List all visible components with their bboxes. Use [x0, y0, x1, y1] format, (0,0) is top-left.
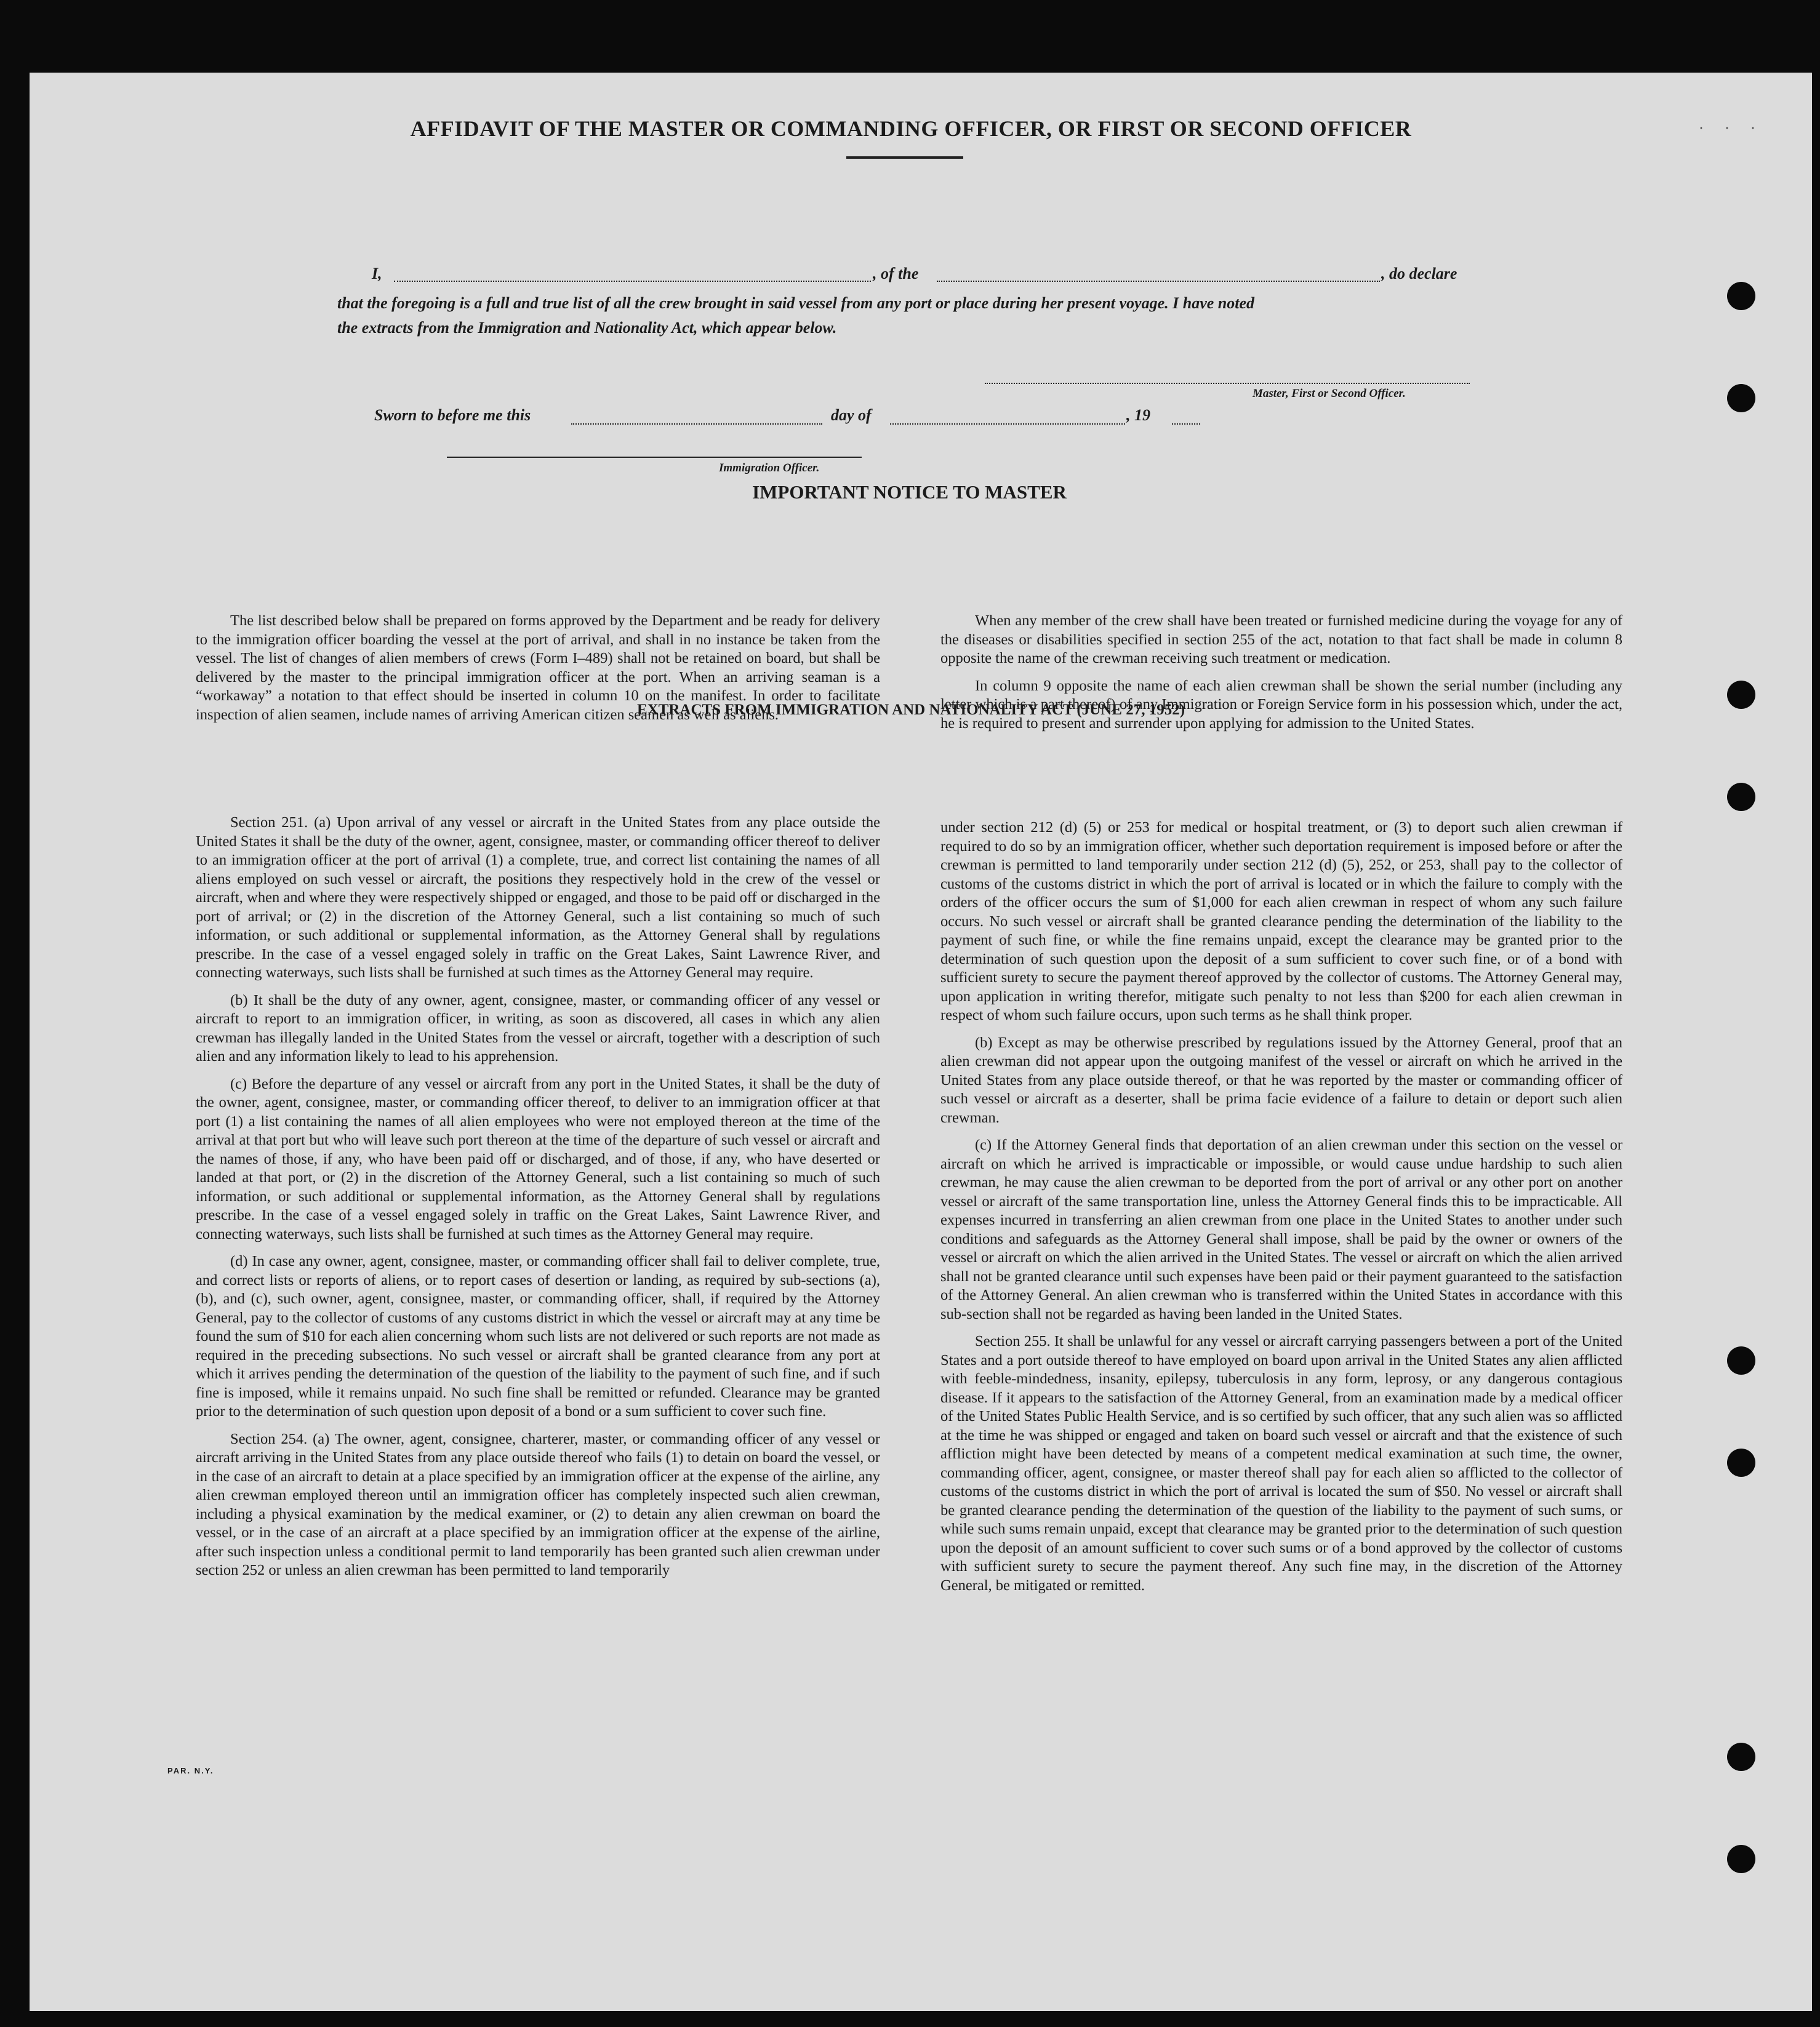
scan-specks: · · ·: [1699, 121, 1764, 137]
month-fill-line[interactable]: [890, 423, 1125, 425]
section-251-a: Section 251. (a) Upon arrival of any vessel or aircraft in the United States from any place outside the United States it shall be the duty of the owner, agent, consignee, master, or commanding officer thereof to deliver to an immigration officer at the port of arrival (1) a complete, true, and correct list containing the names of all aliens employed on such vessel or aircraft, the positions they respectively hold in the crew of the vessel or aircraft, when and where they were respectively shipped or engaged, and those to be paid off or discharged in the port of arrival; or (2) in the discretion of the Attorney General, such a list containing so much of such information, or such additional or supplemental information, as the Attorney General shall by regulations prescribe. In the case of a vessel engaged solely in traffic on the Great Lakes, Saint Lawrence River, and connecting waterways, such lists shall be furnished at such times as the Attorney General may require.: [196, 814, 880, 981]
binder-hole: [1727, 1743, 1755, 1771]
affidavit-extracts-line: the extracts from the Immigration and Nationality Act, which appear below.: [337, 319, 837, 337]
affidavit-statement-line: that the foregoing is a full and true list of all the crew brought in said vessel from any port or place during her present voyage. I have noted: [337, 294, 1255, 312]
extracts-left-column: [196, 814, 880, 1584]
vessel-fill-line[interactable]: [937, 281, 1380, 282]
binder-hole: [1727, 282, 1755, 310]
immigration-officer-caption: Immigration Officer.: [719, 462, 820, 474]
section-254-b: (b) Except as may be otherwise prescribed by regulations issued by the Attorney General, proof that an alien crewman did not appear upon the outgoing manifest of the vessel or aircraft on which he arrived in the United States from any place outside thereof, or that he was reported by the master or commanding officer of such vessel or aircraft as a deserter, shall be prima facie evidence of a failure to detain or deport such alien crewman.: [940, 1034, 1622, 1126]
binder-hole: [1727, 1346, 1755, 1375]
binder-hole: [1727, 1845, 1755, 1873]
immigration-officer-signature-line[interactable]: [447, 457, 862, 458]
notice-right-paragraph-1: When any member of the crew shall have been treated or furnished medicine during the voyage for any of the diseases or disabilities specified in section 255 of the act, notation to that fact shall be made in column 8 opposite the name of the crewman receiving such treatment or medication.: [940, 612, 1622, 666]
extracts-title: EXTRACTS FROM IMMIGRATION AND NATIONALITY ACT (JUNE 27, 1952): [636, 702, 1185, 718]
extracts-right-column: [940, 818, 1622, 1599]
section-254-a-continued: under section 212 (d) (5) or 253 for medical or hospital treatment, or (3) to deport such alien crewman if required to do so by an immigration officer, whether such deportation requirement is imposed before or after the crewman is permitted to land temporarily under section 212 (d) (5), 252, or 253, shall pay to the collector of customs of the customs district in which the port of arrival is located or in which the failure to comply with the orders of the officer occurs the sum of $1,000 for each alien crewman in respect of whom any such failure occurs. No such vessel or aircraft shall be granted clearance pending the determination of the liability to the payment of such fine, or while the fine remains unpaid, except the clearance may be granted prior to the determination of such question upon the deposit of a sum sufficient to cover such fine, or of a bond with sufficient surety to secure the payment thereof approved by the collector of customs. The Attorney General may, upon application in writing therefor, mitigate such penalty to not less than $200 for each alien crewman in respect of whom such failure occurs, upon such terms as he shall think proper.: [940, 819, 1622, 1023]
sworn-day-fill-line[interactable]: [571, 423, 822, 425]
title-rule: [846, 156, 963, 159]
section-254-c: (c) If the Attorney General finds that deportation of an alien crewman under this section on the vessel or aircraft on which he arrived is impracticable or impossible, or would cause undue hardship to such alien crewman, he may cause the alien crewman to be deported from the port of arrival or any other port on another vessel or aircraft of the same transportation line, unless the Attorney General finds this to be impracticable. All expenses incurred in transferring an alien crewman from one place in the United States to another under such conditions and safeguards as the Attorney General shall impose, shall be paid by the owner or owners of the vessel or aircraft on which the alien arrived in the United States. The vessel or aircraft on which the alien arrived shall not be granted clearance until such expenses have been paid or their payment guaranteed to the satisfaction of the Attorney General. An alien crewman who is transferred within the United States in accordance with this sub-section shall not be regarded as having been landed in the United States.: [940, 1137, 1622, 1322]
day-of-label: day of: [831, 406, 872, 424]
affidavit-declare-label: , do declare: [1381, 265, 1457, 282]
name-fill-line[interactable]: [394, 281, 871, 282]
sworn-label: Sworn to before me this: [374, 406, 531, 424]
printer-code: PAR. N.Y.: [167, 1766, 214, 1775]
affidavit-of-the-label: , of the: [873, 265, 919, 282]
binder-hole: [1727, 783, 1755, 811]
section-251-d: (d) In case any owner, agent, consignee, master, or commanding officer shall fail to deliver complete, true, and correct lists or reports of aliens, or to report cases of desertion or landing, as required by sub-sections (a), (b), and (c), such owner, agent, consignee, master, or commanding officer, shall, if required by the Attorney General, pay to the collector of customs of any customs district in which the vessel or aircraft may at any time be found the sum of $10 for each alien concerning whom such lists are not delivered or such reports are not made as required in the preceding subsections. No such vessel or aircraft shall be granted clearance from any port at which it arrives pending the determination of the question of the liability to the payment of such fine, and if such fine is imposed, while it remains unpaid. No such fine shall be remitted or refunded. Clearance may be granted prior to the determination of such question upon deposit of a bond or a sum sufficient to cover such fine.: [196, 1253, 880, 1420]
year-fill-line[interactable]: [1172, 423, 1200, 425]
affidavit-title: AFFIDAVIT OF THE MASTER OR COMMANDING OFFICER, OR FIRST OR SECOND OFFICER: [410, 116, 1412, 141]
section-251-b: (b) It shall be the duty of any owner, agent, consignee, master, or commanding officer of any vessel or aircraft to report to an immigration officer, in writing, as soon as discovered, all cases in which any alien crewman has illegally landed in the United States from the vessel or aircraft, together with a description of such alien and any information likely to lead to his apprehension.: [196, 991, 880, 1065]
notice-title: IMPORTANT NOTICE TO MASTER: [752, 481, 1067, 503]
master-signature-caption: Master, First or Second Officer.: [1253, 387, 1406, 400]
affidavit-i-label: I,: [372, 265, 382, 282]
section-251-c: (c) Before the departure of any vessel or aircraft from any port in the United States, it shall be the duty of the owner, agent, consignee, master, or commanding officer thereof, to deliver to an immigration officer at that port (1) a list containing the names of all alien employees who were not employed thereon at the time of the arrival at that port but who will leave such port thereon at the time of the departure of such vessel or aircraft and the names of those, if any, who have been paid off or discharged, and of those, if any, who have deserted or landed at that port, or (2) in the discretion of the Attorney General, such a list containing so much of such information, or such additional or supplemental information, as the Attorney General shall by regulations prescribe. In the case of a vessel engaged solely in traffic on the Great Lakes, Saint Lawrence River, and connecting waterways, such lists shall be furnished at such times as the Attorney General may require.: [196, 1075, 880, 1242]
section-254-a: Section 254. (a) The owner, agent, consignee, charterer, master, or commanding officer of any vessel or aircraft arriving in the United States from any place outside thereof who fails (1) to detain on board the vessel, or in the case of an aircraft to detain at a place specified by an immigration officer at the expense of the airline, any alien crewman employed thereon until an immigration officer has completely inspected such alien crewman, including a physical examination by the medical examiner, or (2) to detain any alien crewman on board the vessel, or in the case of an aircraft at a place specified by an immigration officer at the expense of the airline, after such inspection unless a conditional permit to land temporarily has been granted such alien crewman under section 252 or unless an alien crewman has been permitted to land temporarily: [196, 1430, 880, 1578]
section-255: Section 255. It shall be unlawful for any vessel or aircraft carrying passengers between a port of the United States and a port outside thereof to have employed on board upon arrival in the United States any alien afflicted with feeble-mindedness, insanity, epilepsy, tuberculosis in any form, leprosy, or any dangerous contagious disease. If it appears to the satisfaction of the Attorney General, from an examination made by a medical officer of the United States Public Health Service, and is so certified by such officer, that any such alien was so afflicted at the time he was shipped or engaged and taken on board such vessel or aircraft and that the existence of such affliction might have been detected by means of a competent medical examination at such time, the owner, commanding officer, agent, consignee, or master thereof shall pay for each alien so afflicted to the collector of customs of the customs district in which the port of arrival is located the sum of $50. No vessel or aircraft shall be granted clearance pending the determination of the question of the liability to the payment of such sums, or while such sums remain unpaid, except that clearance may be granted prior to the determination of such question upon the deposit of an amount sufficient to cover such sums or of a bond approved by the collector of customs with sufficient surety to secure the payment thereof. Any such fine may, in the discretion of the Attorney General, be mitigated or remitted.: [940, 1333, 1622, 1594]
year-label: , 19: [1126, 406, 1150, 424]
binder-hole: [1727, 384, 1755, 412]
binder-hole: [1727, 1449, 1755, 1477]
binder-hole: [1727, 681, 1755, 709]
notice-left-paragraph: The list described below shall be prepared on forms approved by the Department and be ready for delivery to the immigration officer boarding the vessel at the port of arrival, and shall in no instance be taken from the vessel. The list of changes of alien members of crews (Form I–489) shall not be retained on board, but shall be delivered by the master to the principal immigration officer at the port. When an arriving seaman is a “workaway” a notation to that effect should be inserted in column 10 on the manifest. In order to facilitate inspection of alien seamen, include names of arriving American citizen seamen as well as aliens.: [196, 612, 880, 723]
master-signature-line[interactable]: [985, 383, 1470, 384]
notice-right-paragraph-2: In column 9 opposite the name of each alien crewman shall be shown the serial number (including any letter which is a part thereof) of any Immigration or Foreign Service form in his possession which, under the act, he is required to present and surrender upon applying for admission to the United States.: [940, 677, 1622, 732]
